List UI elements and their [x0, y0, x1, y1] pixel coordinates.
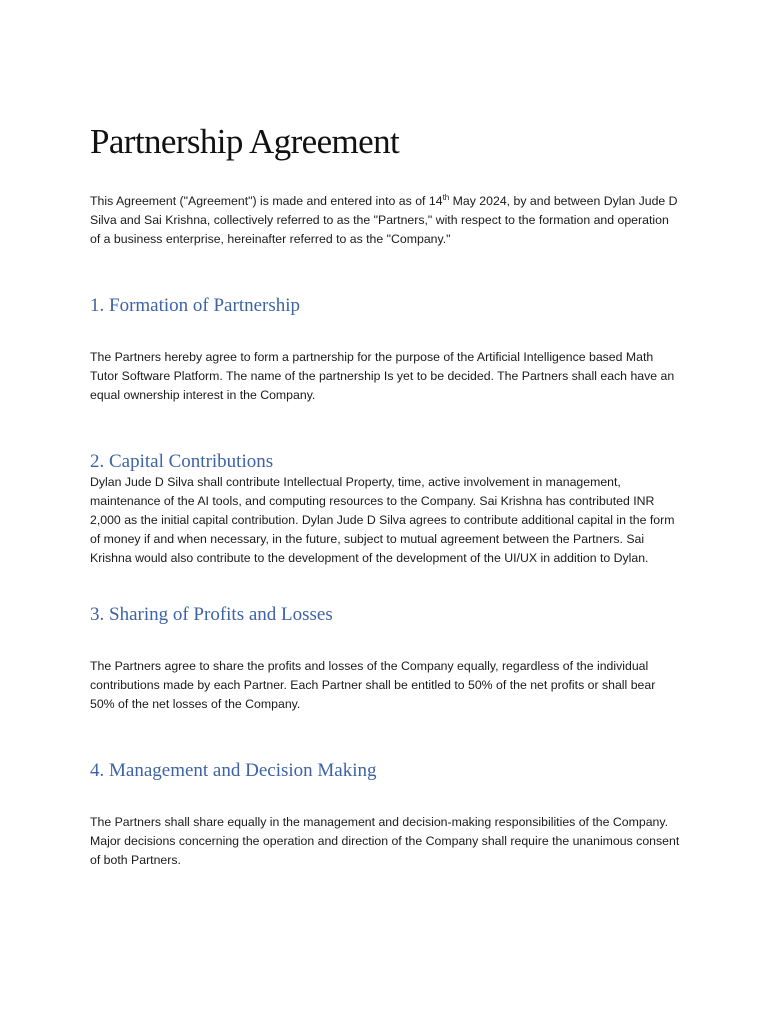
- section-heading-formation: 1. Formation of Partnership: [90, 295, 301, 316]
- section-heading-management: 4. Management and Decision Making: [90, 760, 377, 781]
- intro-text-after-date: May 2024, by and between Dylan Jude D Silva and Sai Krishna, collectively referred to as the "Partners," with respect to the formation and operation of a business enterprise, hereinafter referred to as the "Company.": [90, 194, 678, 246]
- section-body-profits-losses: The Partners agree to share the profits and losses of the Company equally, regardless of the individual contributions made by each Partner. Each Partner shall be entitled to 50% of the net profits or shall bear 50% of the net losses of the Company.: [90, 659, 656, 711]
- section-body-capital: Dylan Jude D Silva shall contribute Intellectual Property, time, active involvement in management, maintenance of the AI tools, and computing resources to the Company. Sai Krishna has contributed INR 2,000 as the initial capital contribution. Dylan Jude D Silva agrees to contribute additional capital in the form of money if and when necessary, in the future, subject to mutual agreement between the Partners. Sai Krishna would also contribute to the development of the development of the UI/UX in addition to Dylan.: [90, 475, 675, 565]
- section-body-management: The Partners shall share equally in the management and decision-making responsibilities of the Company. Major decisions concerning the operation and direction of the Company shall require the unanimous consent of both Partners.: [90, 815, 680, 867]
- section-heading-capital: 2. Capital Contributions: [90, 451, 274, 472]
- date-ordinal-suffix: th: [442, 192, 450, 202]
- intro-text-before-date: This Agreement ("Agreement") is made and entered into as of 14: [90, 194, 443, 208]
- section-body-formation: The Partners hereby agree to form a partnership for the purpose of the Artificial Intelligence based Math Tutor Software Platform. The name of the partnership Is yet to be decided. The Partners shall each have an equal ownership interest in the Company.: [90, 350, 675, 402]
- document-title: Partnership Agreement: [90, 122, 400, 161]
- intro-paragraph: [90, 192, 682, 249]
- section-heading-profits-losses: 3. Sharing of Profits and Losses: [90, 604, 333, 625]
